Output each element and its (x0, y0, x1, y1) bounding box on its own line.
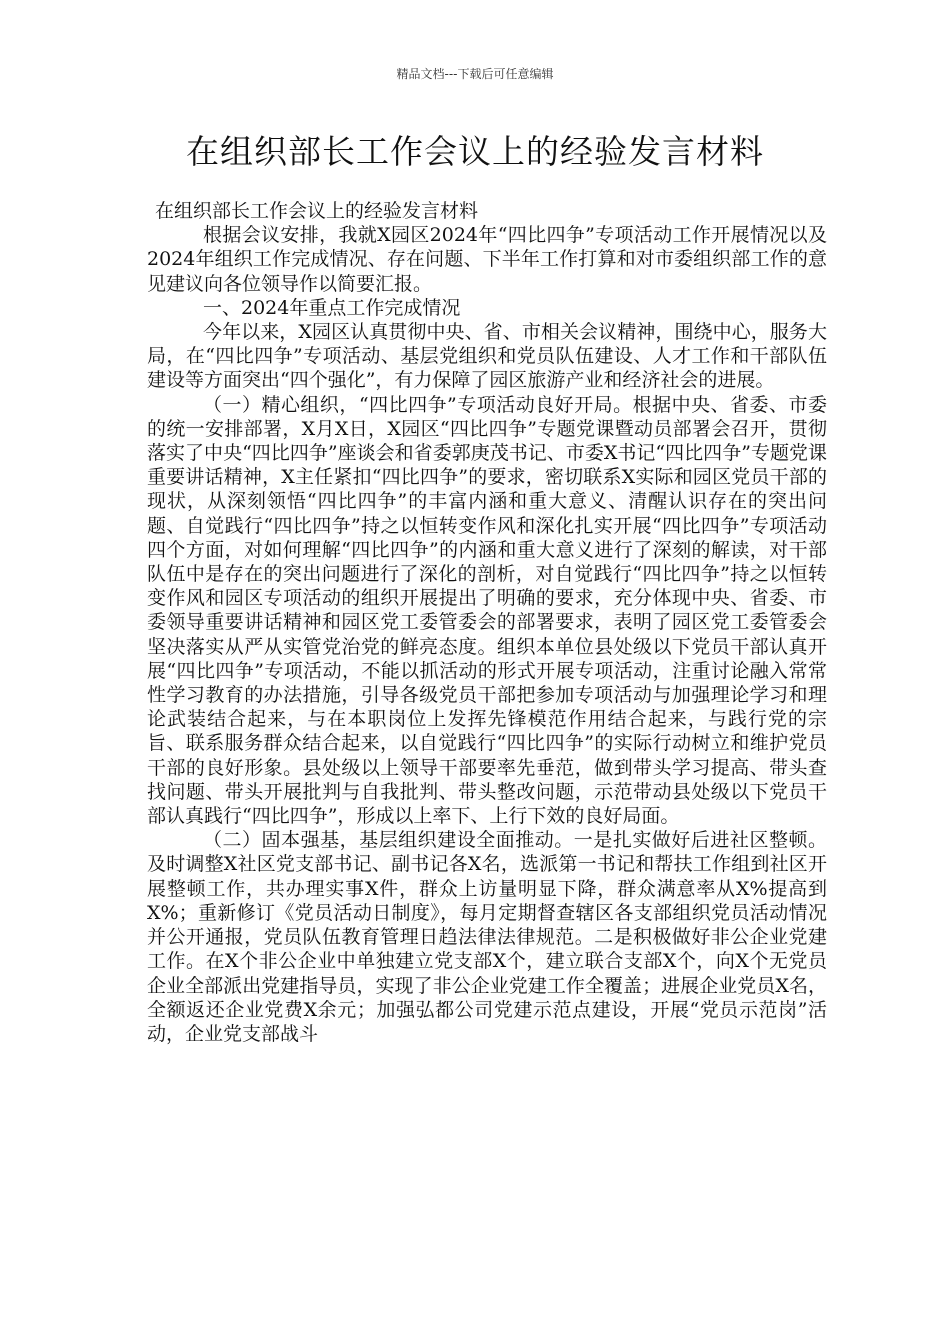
document-subtitle: 在组织部长工作会议上的经验发言材料 (155, 200, 479, 222)
paragraph-intro: 根据会议安排，我就X园区2024年“四比四争”专项活动工作开展情况以及2024年组织工作完成情况、存在问题、下半年工作打算和对市委组织部工作的意见建议向各位领导作以简要汇报。 (147, 224, 827, 295)
document-title: 在组织部长工作会议上的经验发言材料 (186, 132, 764, 171)
document-body (147, 199, 827, 1046)
paragraph-section-1: （一）精心组织，“四比四争”专项活动良好开局。根据中央、省委、市委的统一安排部署，X月X日，X园区“四比四争”专题党课暨动员部署会召开，贯彻落实了中央“四比四争”座谈会和省委郭庚茂书记、市委X书记“四比四争”专题党课重要讲话精神，X主任紧扣“四比四争”的要求，密切联系X实际和园区党员干部的现状，从深刻领悟“四比四争”的丰富内涵和重大意义、清醒认识存在的突出问题、自觉践行“四比四争”持之以恒转变作风和深化扎实开展“四比四争”专项活动四个方面，对如何理解“四比四争”的内涵和重大意义进行了深刻的解读，对干部队伍中是存在的突出问题进行了深化的剖析，对自觉践行“四比四争”持之以恒转变作风和园区专项活动的组织开展提出了明确的要求，充分体现中央、省委、市委领导重要讲话精神和园区党工委管委会的部署要求，表明了园区党工委管委会坚决落实从严从实管党治党的鲜亮态度。组织本单位县处级以下党员干部认真开展“四比四争”专项活动，不能以抓活动的形式开展专项活动，注重讨论融入常常性学习教育的办法措施，引导各级党员干部把参加专项活动与加强理论学习和理论武装结合起来，与在本职岗位上发挥先锋模范作用结合起来，与践行党的宗旨、联系服务群众结合起来，以自觉践行“四比四争”的实际行动树立和维护党员干部的良好形象。县处级以上领导干部要率先垂范，做到带头学习提高、带头查找问题、带头开展批判与自我批判、带头整改问题，示范带动县处级以下党员干部认真践行“四比四争”，形成以上率下、上行下效的良好局面。 (147, 393, 827, 828)
section-heading-1: 一、2024年重点工作完成情况 (203, 296, 461, 319)
header-note: 精品文档---下载后可任意编辑 (396, 67, 554, 81)
paragraph-section-2: （二）固本强基，基层组织建设全面推动。一是扎实做好后进社区整顿。及时调整X社区党支部书记、副书记各X名，选派第一书记和帮扶工作组到社区开展整顿工作，共办理实事X件，群众上访量明显下降，群众满意率从X%提高到X%；重新修订《党员活动日制度》，每月定期督查辖区各支部组织党员活动情况并公开通报，党员队伍教育管理日趋法律法律规范。二是积极做好非公企业党建工作。在X个非公企业中单独建立党支部X个，建立联合支部X个，向X个无党员企业全部派出党建指导员，实现了非公企业党建工作全覆盖；进展企业党员X名，全额返还企业党费X余元；加强弘都公司党建示范点建设，开展“党员示范岗”活动，企业党支部战斗 (147, 829, 827, 1045)
paragraph-overview: 今年以来，X园区认真贯彻中央、省、市相关会议精神，围绕中心，服务大局，在“四比四争”专项活动、基层党组织和党员队伍建设、人才工作和干部队伍建设等方面突出“四个强化”，有力保障了园区旅游产业和经济社会的进展。 (147, 321, 827, 392)
